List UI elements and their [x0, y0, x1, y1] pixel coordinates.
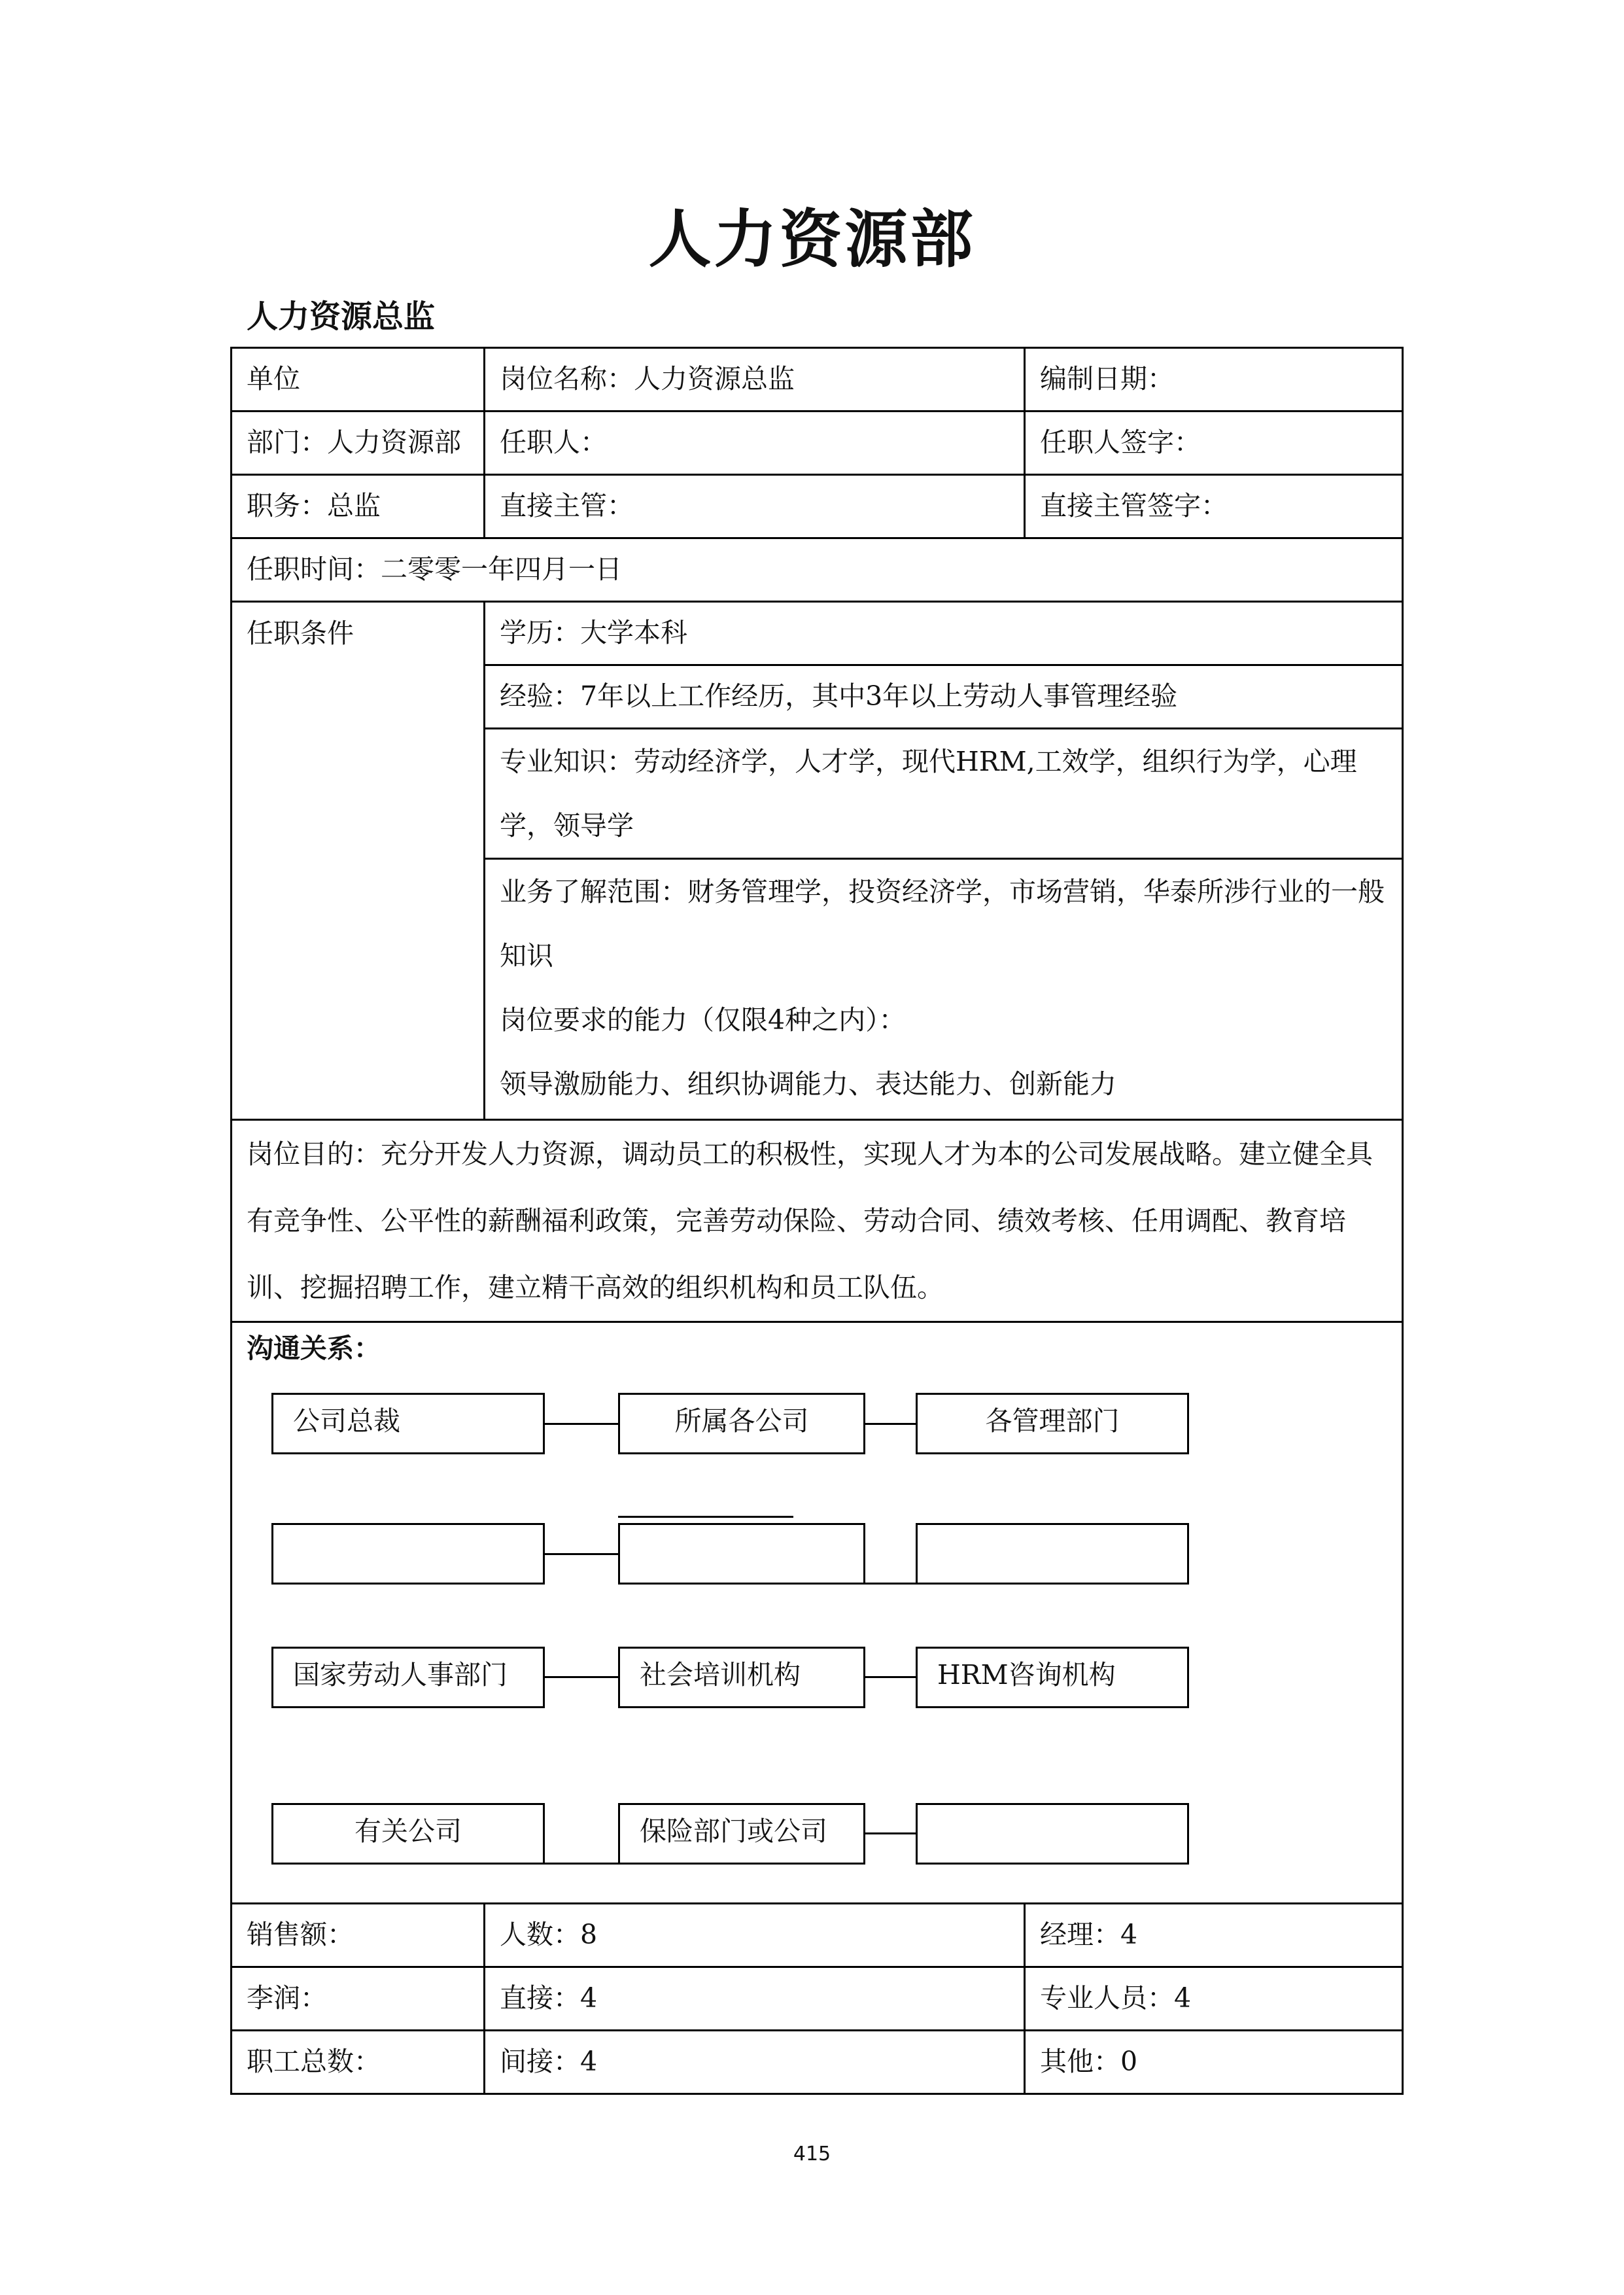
connector-line	[865, 1583, 916, 1585]
table-row	[232, 602, 1403, 665]
experience-cell: 经验：7年以上工作经历，其中3年以上劳动人事管理经验	[485, 665, 1403, 729]
org-box-empty	[916, 1803, 1189, 1865]
duty-cell: 职务：总监	[232, 475, 485, 538]
conditions-label-cell: 任职条件	[232, 602, 485, 1120]
table-row	[232, 1904, 1403, 1967]
connector-line	[545, 1676, 618, 1678]
org-box-empty	[618, 1523, 865, 1585]
connector-line	[865, 1676, 916, 1678]
communication-cell	[232, 1322, 1403, 1904]
other-count-cell: 其他：0	[1025, 2031, 1403, 2094]
ability-title: 岗位要求的能力（仅限4种之内）：	[500, 1004, 906, 1036]
communication-title: 沟通关系：	[247, 1333, 381, 1364]
org-box-labor-ministry: 国家劳动人事部门	[271, 1647, 545, 1708]
table-row	[232, 1322, 1403, 1904]
table-row	[232, 2031, 1403, 2094]
incumbent-signature-cell: 任职人签字：	[1025, 412, 1403, 475]
org-box-hrm-consulting: HRM咨询机构	[916, 1647, 1189, 1708]
purpose-cell: 岗位目的：充分开发人力资源，调动员工的积极性，实现人才为本的公司发展战略。建立健全具有竞争性、公平性的薪酬福利政策，完善劳动保险、劳动合同、绩效考核、任用调配、教育培训、挖掘招聘工作，建立精干高效的组织机构和员工队伍。	[232, 1120, 1403, 1322]
professional-count-cell: 专业人员：4	[1025, 1967, 1403, 2031]
connector-line	[545, 1553, 618, 1555]
org-box-training-institution: 社会培训机构	[618, 1647, 865, 1708]
knowledge-cell: 专业知识：劳动经济学，人才学，现代HRM,工效学，组织行为学，心理学，领导学	[485, 729, 1403, 859]
org-box-subsidiaries: 所属各公司	[618, 1393, 865, 1454]
direct-count-cell: 直接：4	[485, 1967, 1025, 2031]
compile-date-cell: 编制日期：	[1025, 348, 1403, 412]
education-cell: 学历：大学本科	[485, 602, 1403, 665]
org-box-empty	[916, 1523, 1189, 1585]
headcount-cell: 人数：8	[485, 1904, 1025, 1967]
page-number: 415	[793, 2143, 831, 2165]
unit-cell: 单位	[232, 348, 485, 412]
connector-line	[865, 1832, 916, 1834]
table-row	[232, 348, 1403, 412]
supervisor-signature-cell: 直接主管签字：	[1025, 475, 1403, 538]
job-description-table	[230, 347, 1404, 2095]
ability-list: 领导激励能力、组织协调能力、表达能力、创新能力	[500, 1068, 1116, 1100]
business-scope: 业务了解范围：财务管理学，投资经济学，市场营销，华泰所涉行业的一般知识	[500, 876, 1385, 972]
connector-line	[545, 1863, 618, 1865]
org-box-management-depts: 各管理部门	[916, 1393, 1189, 1454]
org-box-insurance: 保险部门或公司	[618, 1803, 865, 1865]
org-box-empty	[271, 1523, 545, 1585]
sales-cell: 销售额：	[232, 1904, 485, 1967]
table-row	[232, 412, 1403, 475]
table-row	[232, 1967, 1403, 2031]
total-staff-cell: 职工总数：	[232, 2031, 485, 2094]
manager-count-cell: 经理：4	[1025, 1904, 1403, 1967]
org-box-president: 公司总裁	[271, 1393, 545, 1454]
tenure-date-cell: 任职时间：二零零一年四月一日	[232, 538, 1403, 602]
indirect-count-cell: 间接：4	[485, 2031, 1025, 2094]
table-row	[232, 538, 1403, 602]
incumbent-cell: 任职人：	[485, 412, 1025, 475]
page-title: 人力资源部	[648, 203, 976, 276]
table-row	[232, 1120, 1403, 1322]
position-name-cell: 岗位名称：人力资源总监	[485, 348, 1025, 412]
connector-line	[618, 1516, 793, 1518]
business-cell	[485, 859, 1403, 1120]
direct-supervisor-cell: 直接主管：	[485, 475, 1025, 538]
connector-line	[865, 1423, 916, 1425]
connector-line	[545, 1423, 618, 1425]
org-box-related-companies: 有关公司	[271, 1803, 545, 1865]
section-title: 人力资源总监	[247, 298, 436, 335]
profit-cell: 李润：	[232, 1967, 485, 2031]
table-row	[232, 475, 1403, 538]
department-cell: 部门：人力资源部	[232, 412, 485, 475]
